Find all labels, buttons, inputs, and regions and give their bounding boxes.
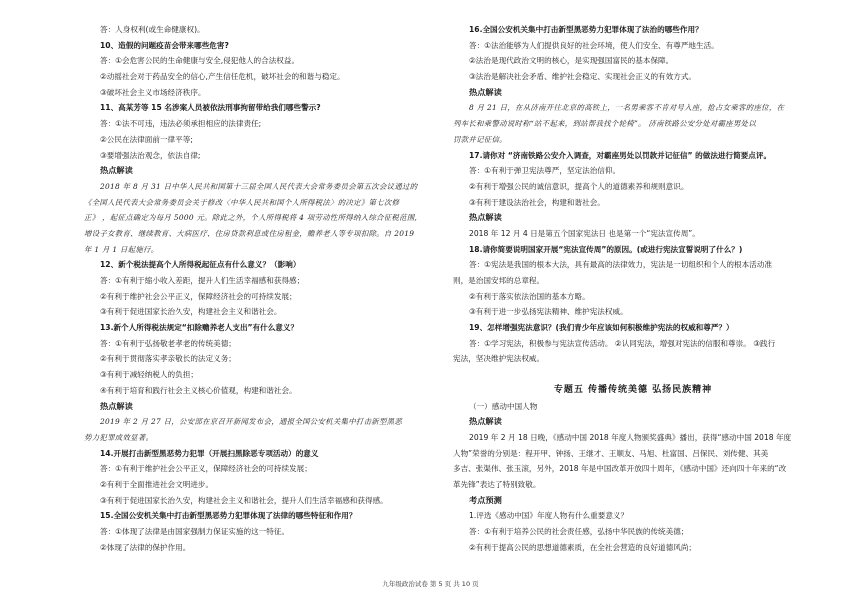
- right-line: （一）感动中国人物: [469, 401, 538, 411]
- right-line: ③法治是解决社会矛盾、维护社会稳定、实现社会正义的有效方式。: [469, 72, 697, 82]
- right-line: 答：①学习宪法，积极参与宪法宣传活动。 ②认同宪法，增强对宪法的信服和尊崇。 ③践行: [469, 338, 776, 348]
- left-news-text: 2018 年 8 月 31 日中华人民共和国第十三届全国人民代表大会常务委员会第五次会议通过的: [100, 181, 418, 191]
- right-column: [453, 22, 813, 555]
- left-news-text: 2019 年 2 月 27 日，公安部在京召开新闻发布会，通报全国公安机关集中打击新型黑恶: [100, 417, 403, 427]
- left-line: 答：①法不可违，违法必须承担相应的法律责任;: [100, 119, 262, 129]
- right-line: 多吉、张渠伟、张玉滚，另外，2018 年是中国改革开放四十周年，《感动中国》还向四十年来的“改: [453, 464, 787, 474]
- right-line: [453, 367, 813, 383]
- left-line: ②有利于全面推进社会文明进步。: [100, 479, 214, 489]
- left-news-text: 势力犯罪成效显著。: [84, 432, 154, 442]
- right-line: 则，是治国安邦的总章程。: [453, 276, 545, 285]
- left-line: 答：①有利于缩小收入差距，提升人们生活幸福感和获得感；: [100, 276, 305, 285]
- left-question: 12、新个税法提高个人所得税起征点有什么意义？（影响）: [100, 260, 301, 270]
- right-line: 2018 年 12 月 4 日是第五个国家宪法日 也是第一个“宪法宣传周”。: [469, 228, 700, 238]
- left-line: 答：人身权利(或生命健康权)。: [100, 25, 205, 34]
- left-question: 15.全国公安机关集中打击新型黑恶势力犯罪体现了法律的哪些特征和作用？: [100, 511, 357, 521]
- right-news-text: 罚款并记征信。: [453, 134, 507, 144]
- left-line: ③有利于促进国家长治久安，构建社会主义和谐社会，提升人们生活幸福感和获得感。: [100, 495, 388, 505]
- left-line: 答：①体现了法律是由国家强制力保证实施的这一特征。: [100, 527, 290, 536]
- right-news-text: 8 月 21 日，在从济南开往北京的高铁上，一名男乘客不肯对号入座，抢占女乘客的座位，在: [469, 103, 785, 113]
- left-line: ②有利于贯彻落实孝亲敬长的法定义务；: [100, 354, 236, 364]
- left-line: ②体现了法律的保护作用。: [100, 542, 191, 552]
- right-news-text: 专题五 传播传统美德 弘扬民族精神: [553, 384, 713, 395]
- right-line: 1.评选《感动中国》年度人物有什么重要意义？: [469, 511, 629, 521]
- right-line: ②法治是现代政治文明的核心，是实现强国富民的基本保障。: [469, 56, 674, 66]
- right-line: 答：①法治能够为人们提供良好的社会环境，使人们安全、有尊严地生活。: [469, 40, 719, 50]
- left-news-text: 年 1 月 1 日起施行。: [84, 244, 159, 254]
- left-news-text: 正》 ，起征点确定为每月 5000 元。除此之外，个人所得税将 4 项劳动性所得纳入综合征税范围,: [84, 213, 418, 223]
- left-question: 14.开展打击新型黑恶势力犯罪（开展扫黑除恶专项活动）的意义: [100, 448, 319, 458]
- left-line: ②有利于维护社会公平正义，保障经济社会的可持续发展；: [100, 291, 297, 301]
- right-line: 宪法，坚决维护宪法权威。: [453, 354, 545, 364]
- right-line: ③有利于进一步弘扬宪法精神、维护宪法权威。: [469, 307, 628, 317]
- right-section-heading: 热点解读: [469, 212, 502, 223]
- right-line: ③有利于建设法治社会，构建和谐社会。: [469, 197, 605, 207]
- right-section-heading: 考点预测: [469, 494, 502, 505]
- right-line: 革先锋”表达了特别致敬。: [453, 479, 541, 489]
- left-line: ②动摇社会对于药品安全的信心,产生信任危机，破坏社会的和谐与稳定。: [100, 72, 345, 82]
- right-question: 18.请你简要说明国家开展“宪法宣传周”的原因。(或进行宪法宣誓说明了什么？): [469, 244, 743, 254]
- left-news-text: 增设子女教育、继续教育、大病医疗、住房贷款利息或住房租金，赡养老人等专项扣除。自 2019: [84, 228, 415, 238]
- right-line: 答：①宪法是我国的根本大法，具有最高的法律效力，宪法是一切组织和个人的根本活动准: [469, 260, 772, 270]
- left-line: ③破坏社会主义市场经济秩序。: [100, 87, 206, 97]
- page-footer: 九年级政治试卷 第 5 页 共 10 页: [382, 580, 479, 588]
- left-line: ③要增强法治观念，依法自律;: [100, 150, 201, 160]
- left-line: ④有利于培育和践行社会主义核心价值观，构建和谐社会。: [100, 385, 297, 395]
- right-line: ②有利于增强公民的诚信意识，提高个人的道德素养和规则意识。: [469, 181, 689, 191]
- right-question: 16.全国公安机关集中打击新型黑恶势力犯罪体现了法治的哪些作用？: [469, 25, 703, 34]
- left-news-text: 《全国人民代表大会常务委员会关于修改〈中华人民共和国个人所得税法〉的决定》第七次修: [84, 197, 400, 207]
- left-line: 答：①有利于弘扬敬老孝老的传统美德；: [100, 338, 236, 348]
- left-question: 11、高某芳等 15 名涉案人员被依法刑事拘留带给我们哪些警示?: [100, 103, 321, 113]
- right-line: 人物”荣誉的分别是：程开甲、钟扬、王继才、王顺友、马旭、杜富国、吕保民、刘传健、其美: [453, 448, 769, 458]
- left-section-heading: 热点解读: [100, 400, 133, 411]
- left-question: 13.新个人所得税法规定“扣除赡养老人支出”有什么意义？: [100, 323, 299, 333]
- right-question: 19、怎样增强宪法意识？(我们青少年应该如何积极维护宪法的权威和尊严？）: [469, 323, 734, 333]
- left-line: ②公民在法律面前一律平等;: [100, 134, 193, 144]
- left-line: ③有利于促进国家长治久安，构建社会主义和谐社会。: [100, 307, 282, 317]
- right-line: ②有利于落实依法治国的基本方略。: [469, 291, 590, 301]
- left-line: 答：①会危害公民的生命健康与安全,侵犯他人的合法权益。: [100, 56, 300, 66]
- left-question: 10、造假的问题疫苗会带来哪些危害?: [100, 40, 229, 50]
- right-section-heading: 热点解读: [469, 416, 502, 427]
- left-line: 答：①有利于维护社会公平正义，保障经济社会的可持续发展；: [100, 464, 312, 474]
- left-line: ③有利于减轻纳税人的负担；: [100, 370, 198, 380]
- right-line: 答：①有利于弹卫宪法尊严，坚定法治信仰。: [469, 166, 621, 176]
- right-section-heading: 热点解读: [469, 86, 502, 97]
- right-news-text: 列车长和乘警动说时称“站不起来，到站帮我找个轮椅”。 济南铁路公安分处对霸座男处以: [453, 119, 757, 129]
- right-question: 17.请你对 “济南铁路公安介入调查，对霸座男处以罚款并记征信” 的做法进行简要点评。: [469, 150, 772, 160]
- left-section-heading: 热点解读: [100, 165, 133, 176]
- right-line: ②有利于提高公民的思想道德素质，在全社会营造的良好道德风尚；: [469, 542, 697, 552]
- right-line: 答：①有利于培养公民的社会责任感，弘扬中华民族的传统美德；: [469, 527, 689, 536]
- right-line: 2019 年 2 月 18 日晚，《感动中国 2018 年度人物颁奖盛典》播出，获得“感动中国 2018 年度: [469, 432, 792, 442]
- left-column: [84, 22, 436, 555]
